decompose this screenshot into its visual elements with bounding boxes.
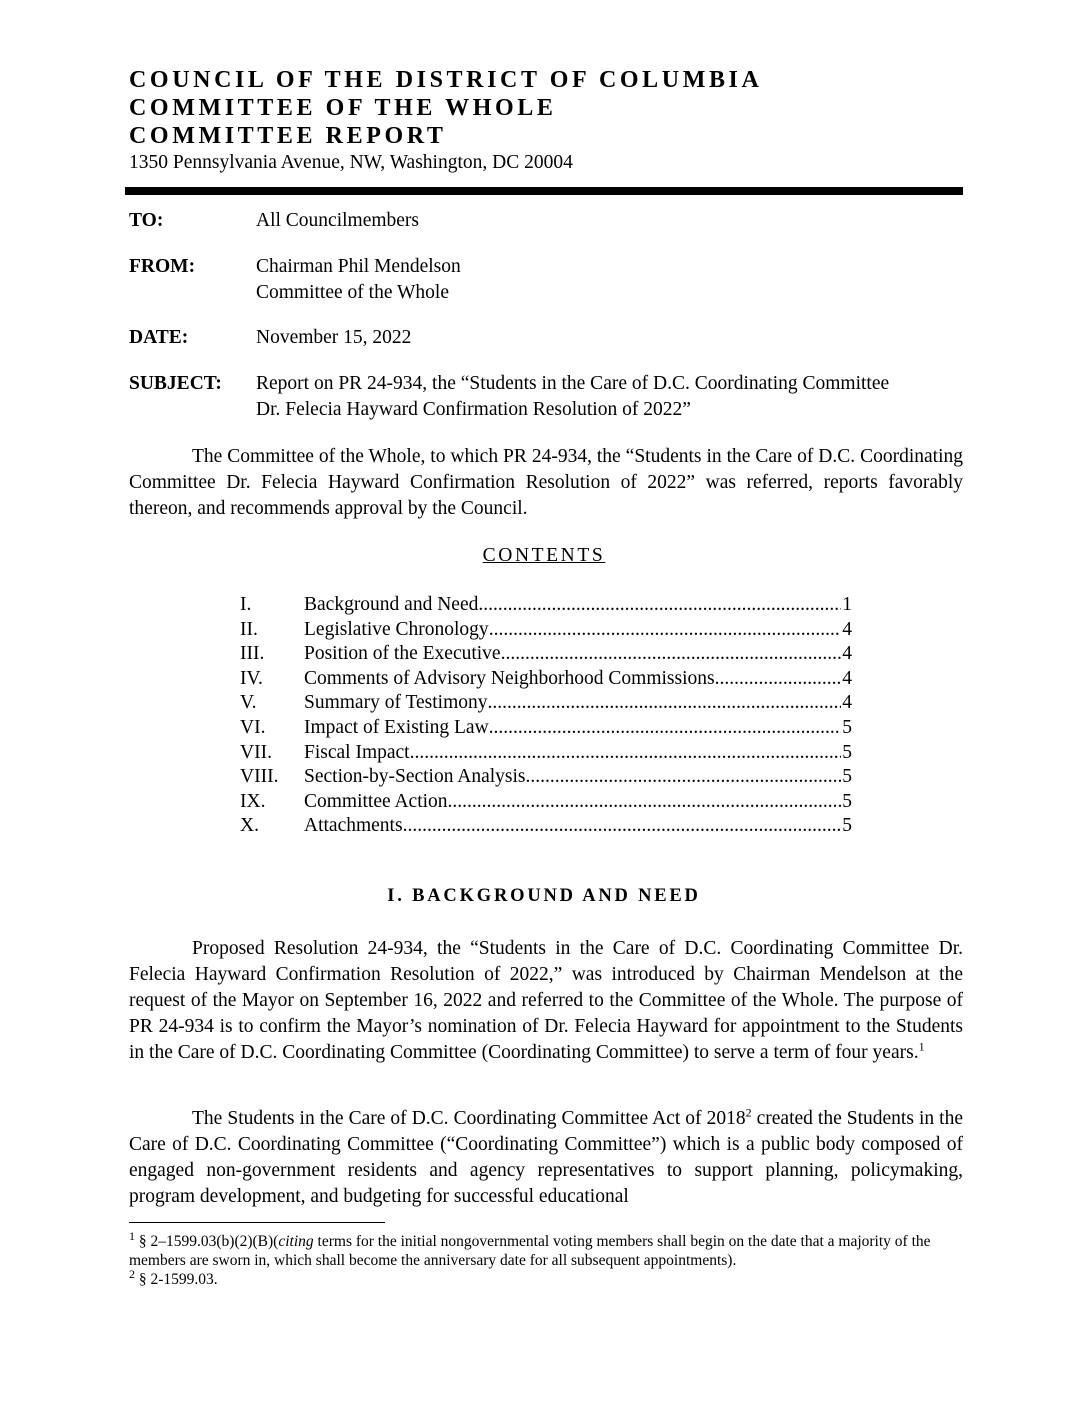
toc-row [240, 814, 852, 839]
contents-title [0, 545, 1088, 567]
toc-entry [304, 593, 852, 618]
toc-page: 5 [842, 741, 852, 763]
toc-title: Position of the Executive [304, 643, 501, 665]
footnote-1-italic: citing [278, 1233, 314, 1250]
toc-page: 4 [842, 618, 852, 640]
background-text-2b: created the Students in the Care of D.C. Coordinating Committee (“Coordinating Committee”) which is a public body composed of engaged non-government residents and agency representatives to support planning, policymaking, program development, and budgeting for successful educational [129, 1108, 963, 1207]
toc-title: Background and Need [304, 594, 479, 615]
toc-number: IX. [240, 790, 266, 812]
subject-value [256, 371, 889, 423]
toc-title: Fiscal Impact [304, 741, 410, 763]
toc-row [240, 716, 852, 741]
footnote-1-text-b: terms for the initial nongovernmental voting members shall begin on the date that a majority of the members are sworn in, which shall become the anniversary date for all subsequent appointments). [129, 1233, 931, 1269]
date-value: November 15, 2022 [256, 327, 412, 348]
toc-number: X. [240, 815, 259, 837]
toc-row [240, 642, 852, 667]
toc-title: Committee Action [304, 790, 448, 812]
toc-leader [715, 667, 842, 692]
background-paragraph-2 [129, 1106, 963, 1210]
toc-leader [478, 593, 841, 618]
toc-row [240, 593, 852, 618]
toc-title: Section-by-Section Analysis [304, 766, 526, 788]
subject-line-1: Report on PR 24-934, the “Students in the Care of D.C. Coordinating Committee [256, 373, 890, 394]
footnote-ref-2: 2 [745, 1105, 752, 1120]
background-text-2a: The Students in the Care of D.C. Coordinating Committee Act of 2018 [192, 1108, 746, 1129]
footnote-1-text-a: § 2–1599.03(b)(2)(B)( [135, 1233, 279, 1250]
footnote-1-mark: 1 [129, 1228, 135, 1243]
date-label: DATE: [129, 327, 189, 348]
toc-number: I. [240, 594, 252, 615]
footnote-2-text: § 2-1599.03. [135, 1271, 218, 1288]
toc-row [240, 691, 852, 716]
toc-row [240, 765, 852, 790]
toc-leader [489, 618, 842, 643]
contents-title-text: CONTENTS [482, 545, 606, 566]
to-value: All Councilmembers [256, 210, 420, 231]
footnote-rule [129, 1222, 385, 1223]
toc-leader [501, 642, 842, 667]
from-name: Chairman Phil Mendelson [256, 256, 461, 277]
toc-page: 4 [842, 667, 852, 689]
toc-number: IV. [240, 667, 263, 689]
to-label: TO: [129, 210, 164, 231]
toc-entry [304, 716, 852, 741]
toc-leader [526, 765, 842, 790]
toc-entry [304, 618, 852, 643]
toc-title: Summary of Testimony [304, 692, 488, 714]
toc-title: Impact of Existing Law [304, 716, 489, 738]
footnotes [129, 1228, 963, 1289]
from-value [256, 254, 461, 306]
footnote-2-mark: 2 [129, 1266, 135, 1281]
intro-paragraph: The Committee of the Whole, to which PR 24-934, the “Students in the Care of D.C. Coordinating Committee Dr. Felecia Hayward Confirmation Resolution of 2022” was referred, reports favorably thereon, and recommends approval by the Council. [129, 446, 963, 519]
toc-entry [304, 691, 852, 716]
footnote-2 [129, 1266, 963, 1289]
toc-page: 1 [842, 594, 852, 615]
toc-leader [489, 716, 842, 741]
toc-entry [304, 741, 852, 766]
toc-page: 5 [842, 766, 852, 788]
toc-row [240, 667, 852, 692]
toc-page: 5 [842, 716, 852, 738]
toc-row [240, 618, 852, 643]
footnote-1 [129, 1228, 963, 1270]
toc-number: VIII. [240, 766, 279, 788]
toc-entry [304, 765, 852, 790]
toc-page: 5 [842, 790, 852, 812]
council-heading: COUNCIL OF THE DISTRICT OF COLUMBIA [129, 67, 763, 93]
toc-entry [304, 667, 852, 692]
toc-leader [448, 790, 842, 815]
toc-number: III. [240, 643, 265, 665]
from-committee: Committee of the Whole [256, 282, 449, 303]
toc-page: 4 [842, 643, 852, 665]
toc-number: V. [240, 692, 257, 714]
toc-leader [403, 814, 842, 839]
toc-entry [304, 790, 852, 815]
footnote-ref-1: 1 [918, 1039, 925, 1054]
toc-number: VII. [240, 741, 272, 763]
from-label: FROM: [129, 256, 196, 277]
toc-leader [488, 691, 842, 716]
toc-leader [410, 741, 842, 766]
toc-title: Comments of Advisory Neighborhood Commissions [304, 667, 715, 689]
section-heading: I. BACKGROUND AND NEED [387, 886, 701, 906]
subject-label: SUBJECT: [129, 373, 222, 394]
report-heading: COMMITTEE REPORT [129, 123, 447, 149]
toc-title: Attachments [304, 815, 403, 837]
toc-entry [304, 814, 852, 839]
toc-entry [304, 642, 852, 667]
toc-row [240, 741, 852, 766]
toc-number: VI. [240, 716, 266, 738]
toc-title: Legislative Chronology [304, 618, 489, 640]
subject-line-2: Dr. Felecia Hayward Confirmation Resolution of 2022” [256, 399, 691, 420]
toc-row [240, 790, 852, 815]
committee-heading: COMMITTEE OF THE WHOLE [129, 95, 557, 121]
toc-page: 4 [842, 692, 852, 714]
background-paragraph-1 [129, 936, 963, 1066]
council-address: 1350 Pennsylvania Avenue, NW, Washington, DC 20004 [129, 152, 573, 173]
background-text-1: Proposed Resolution 24-934, the “Students in the Care of D.C. Coordinating Committee Dr. Felecia Hayward Confirmation Resolution of 2022,” was introduced by Chairman Mendelson at the request of the Mayor on September 16, 2022 and referred to the Committee of the Whole. The purpose of PR 24-934 is to confirm the Mayor’s nomination of Dr. Felecia Hayward for appointment to the Students in the Care of D.C. Coordinating Committee (Coordinating Committee) to serve a term of four years. [129, 938, 963, 1063]
header-rule [125, 187, 963, 195]
toc-number: II. [240, 618, 258, 640]
table-of-contents [240, 593, 852, 839]
toc-page: 5 [842, 815, 852, 837]
